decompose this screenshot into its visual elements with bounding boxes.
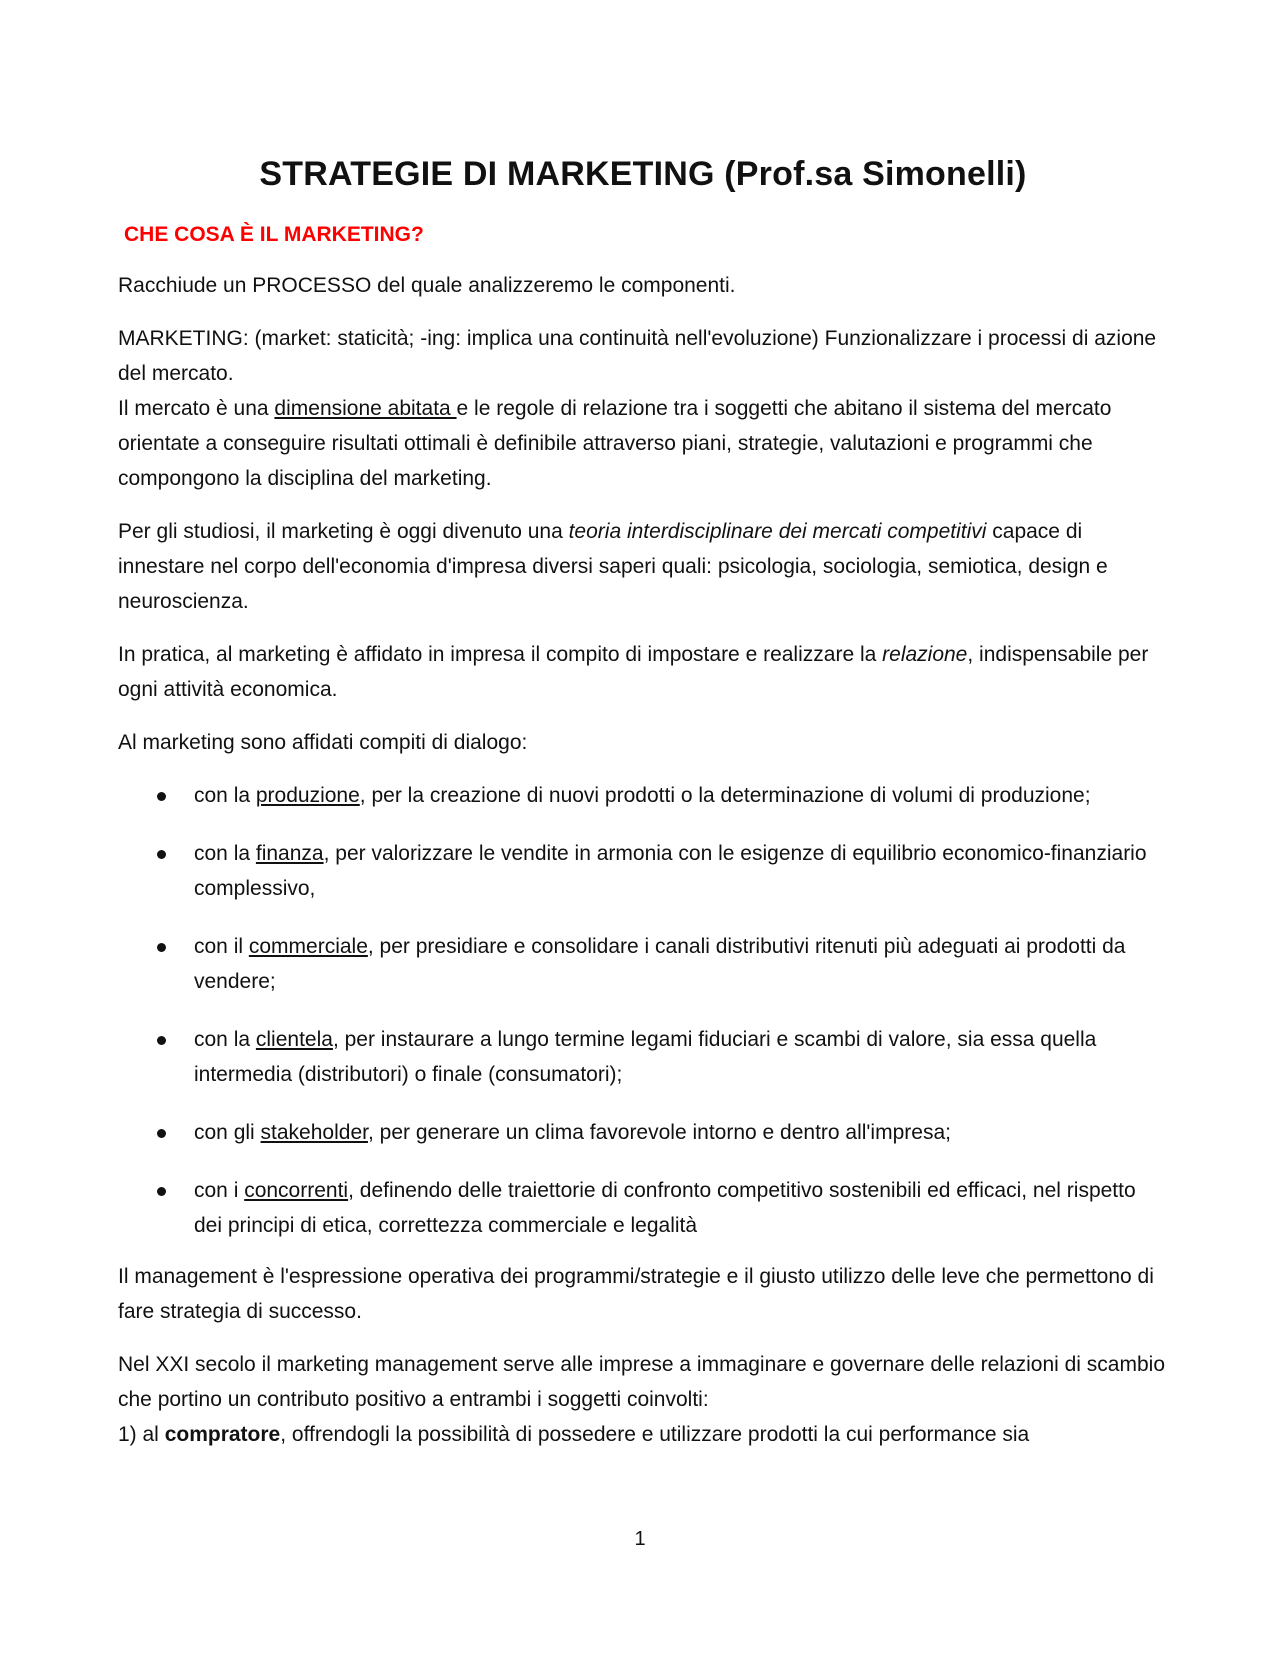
paragraph-buyer-point — [118, 1417, 1168, 1452]
list-item — [118, 778, 1168, 813]
list-item — [118, 836, 1168, 906]
text-segment: con i — [194, 1179, 245, 1202]
bold-term: compratore — [164, 1423, 281, 1446]
text-segment: con la — [194, 842, 256, 865]
text-segment: , per instaurare a lungo termine legami fiduciari e scambi di valore, sia essa quella intermedia (distributori) o finale (consumatori); — [194, 1028, 1097, 1086]
text-segment: , per generare un clima favorevole intorno e dentro all'impresa; — [367, 1121, 951, 1144]
text-segment: , offrendogli la possibilità di possedere e utilizzare prodotti la cui performance sia — [280, 1423, 1030, 1446]
text-segment: con la — [194, 1028, 256, 1051]
paragraph-xxi-century: Nel XXI secolo il marketing management serve alle imprese a immaginare e governare delle relazioni di scambio che portino un contributo positivo a entrambi i soggetti coinvolti: — [118, 1353, 1165, 1411]
text-segment: con il — [194, 935, 249, 958]
text-segment: , per la creazione di nuovi prodotti o la determinazione di volumi di produzione; — [359, 784, 1091, 807]
text-segment: , indispensabile per ogni attività economica. — [118, 643, 1149, 701]
text-segment: con gli — [194, 1121, 261, 1144]
underlined-term: finanza — [255, 842, 324, 865]
italic-term: relazione — [882, 643, 968, 666]
paragraph-management: Il management è l'espressione operativa dei programmi/strategie e il giusto utilizzo delle leve che permettono di fare strategia di successo. — [118, 1265, 1154, 1323]
text-segment: e le regole di relazione tra i soggetti che abitano il sistema del mercato orientate a conseguire risultati ottimali è definibile attraverso piani, strategie, valutazioni e programmi che compongono la disciplina del marketing. — [118, 397, 1112, 490]
bullet-dot-icon — [157, 1036, 166, 1045]
paragraph-relation — [118, 637, 1168, 707]
paragraph-process: Racchiude un PROCESSO del quale analizzeremo le componenti. — [118, 274, 736, 297]
paragraph-interdisciplinary — [118, 514, 1168, 619]
list-item — [118, 1022, 1168, 1092]
dialogue-list — [118, 778, 1168, 1243]
bullet-dot-icon — [157, 943, 166, 952]
page-number: 1 — [634, 1528, 646, 1550]
underlined-term: stakeholder — [260, 1121, 368, 1144]
text-segment: con la — [194, 784, 256, 807]
document-body — [118, 150, 1168, 1452]
text-segment: , per valorizzare le vendite in armonia con le esigenze di equilibrio economico-finanziario complessivo, — [194, 842, 1147, 900]
underlined-term: produzione — [255, 784, 360, 807]
text-segment: 1) al — [118, 1423, 165, 1446]
text-segment: Il mercato è una — [118, 397, 275, 420]
underlined-term: dimensione abitata — [274, 397, 457, 420]
text-segment: capace di innestare nel corpo dell'economia d'impresa diversi saperi quali: psicologia, sociologia, semiotica, design e neuroscienza. — [118, 520, 1108, 613]
underlined-term: concorrenti — [244, 1179, 349, 1202]
list-item — [118, 1115, 1168, 1150]
underlined-term: clientela — [255, 1028, 333, 1051]
bullet-dot-icon — [157, 850, 166, 859]
bullet-dot-icon — [157, 792, 166, 801]
document-title: STRATEGIE DI MARKETING (Prof.sa Simonelli) — [259, 155, 1027, 193]
list-item — [118, 929, 1168, 999]
section-heading: CHE COSA È IL MARKETING? — [124, 223, 424, 246]
paragraph-dialogue-intro: Al marketing sono affidati compiti di dialogo: — [118, 731, 528, 754]
text-segment: Per gli studiosi, il marketing è oggi divenuto una — [118, 520, 569, 543]
bullet-dot-icon — [157, 1187, 166, 1196]
text-segment: , per presidiare e consolidare i canali distributivi ritenuti più adeguati ai prodotti da vendere; — [194, 935, 1126, 993]
bullet-dot-icon — [157, 1129, 166, 1138]
text-segment: In pratica, al marketing è affidato in impresa il compito di impostare e realizzare la — [118, 643, 883, 666]
underlined-term: commerciale — [248, 935, 368, 958]
list-item — [118, 1173, 1168, 1243]
italic-term: teoria interdisciplinare dei mercati competitivi — [568, 520, 987, 543]
paragraph-market-dimension — [118, 391, 1168, 496]
text-segment: , definendo delle traiettorie di confronto competitivo sostenibili ed efficaci, nel rispetto dei principi di etica, correttezza commerciale e legalità — [194, 1179, 1136, 1237]
paragraph-marketing-definition: MARKETING: (market: staticità; -ing: implica una continuità nell'evoluzione) Funzionalizzare i processi di azione del mercato. — [118, 327, 1157, 385]
